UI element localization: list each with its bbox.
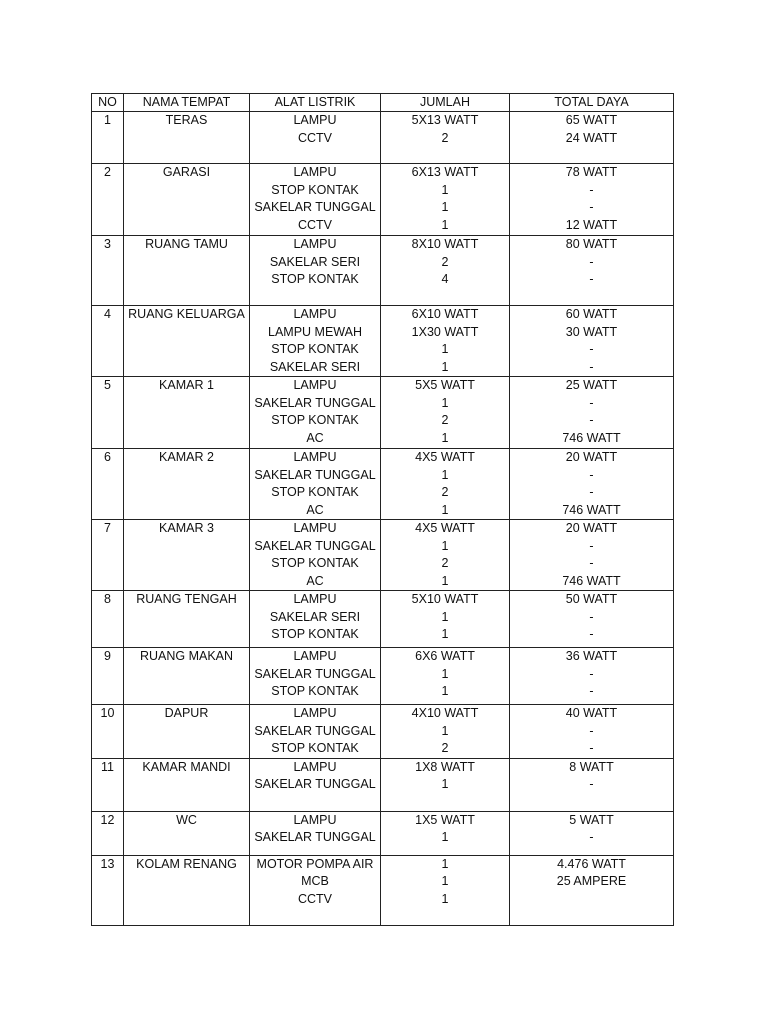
power-line: - xyxy=(589,777,594,791)
cell-power xyxy=(510,112,674,164)
qty-line: 6X10 WATT xyxy=(411,307,479,321)
cell-no: 11 xyxy=(92,758,124,811)
qty-line: 1 xyxy=(441,777,449,791)
power-line: - xyxy=(589,538,594,553)
device-line: SAKELAR TUNGGAL xyxy=(254,467,376,482)
device-line: LAMPU xyxy=(293,592,337,606)
cell-device xyxy=(250,112,381,164)
device-line: AC xyxy=(306,502,324,517)
power-line: 20 WATT xyxy=(565,450,618,464)
power-line: - xyxy=(589,182,594,197)
power-line: - xyxy=(589,666,594,681)
qty-line: 1 xyxy=(441,856,449,871)
qty-line: 1 xyxy=(441,609,449,624)
qty-line: 2 xyxy=(441,130,449,145)
cell-power xyxy=(510,520,674,591)
device-line: STOP KONTAK xyxy=(271,413,359,427)
table-row xyxy=(92,855,674,925)
device-line: STOP KONTAK xyxy=(271,342,359,356)
power-line: 5 WATT xyxy=(569,812,614,827)
power-line: - xyxy=(589,467,594,482)
cell-qty xyxy=(381,377,510,449)
qty-line: 1 xyxy=(441,395,449,410)
cell-power xyxy=(510,705,674,759)
device-line: LAMPU xyxy=(293,706,337,720)
device-line: SAKELAR TUNGGAL xyxy=(254,395,376,410)
table-row xyxy=(92,520,674,591)
qty-line: 5X10 WATT xyxy=(411,592,479,606)
power-line: - xyxy=(589,359,594,374)
power-line: - xyxy=(589,830,594,844)
cell-device xyxy=(250,236,381,306)
qty-line: 1 xyxy=(441,891,449,906)
header-device: ALAT LISTRIK xyxy=(250,94,381,112)
qty-line: 1 xyxy=(441,627,449,641)
cell-place: TERAS xyxy=(124,112,250,164)
table-row xyxy=(92,112,674,164)
cell-no: 12 xyxy=(92,811,124,855)
device-line: CCTV xyxy=(297,130,333,145)
cell-qty xyxy=(381,520,510,591)
device-line: SAKELAR SERI xyxy=(269,609,361,624)
cell-device xyxy=(250,705,381,759)
device-line: SAKELAR SERI xyxy=(269,359,361,374)
cell-power xyxy=(510,811,674,855)
device-line: STOP KONTAK xyxy=(271,182,359,197)
cell-power xyxy=(510,306,674,377)
qty-line: 1 xyxy=(441,467,449,482)
qty-line: 1X8 WATT xyxy=(415,759,475,774)
qty-line: 5X5 WATT xyxy=(415,378,475,392)
cell-power xyxy=(510,855,674,925)
table-row xyxy=(92,758,674,811)
cell-device xyxy=(250,648,381,705)
power-line: 25 WATT xyxy=(565,378,618,392)
cell-device xyxy=(250,855,381,925)
header-row xyxy=(92,94,674,112)
table-row xyxy=(92,377,674,449)
qty-line: 2 xyxy=(441,741,449,755)
cell-no: 6 xyxy=(92,449,124,520)
cell-place: KAMAR 2 xyxy=(124,449,250,520)
cell-device xyxy=(250,449,381,520)
table-row xyxy=(92,236,674,306)
table-row xyxy=(92,164,674,236)
power-line: - xyxy=(589,200,594,214)
qty-line: 5X13 WATT xyxy=(411,113,479,127)
power-line: - xyxy=(589,684,594,698)
cell-no: 13 xyxy=(92,855,124,925)
qty-line: 2 xyxy=(441,254,449,269)
device-line: SAKELAR TUNGGAL xyxy=(254,777,376,791)
table-row xyxy=(92,705,674,759)
cell-power xyxy=(510,648,674,705)
cell-qty xyxy=(381,164,510,236)
cell-no: 9 xyxy=(92,648,124,705)
cell-power xyxy=(510,449,674,520)
cell-qty xyxy=(381,758,510,811)
power-line: 36 WATT xyxy=(565,649,618,663)
device-line: AC xyxy=(306,573,324,588)
power-line: - xyxy=(589,627,594,641)
device-line: SAKELAR TUNGGAL xyxy=(254,723,376,738)
cell-device xyxy=(250,164,381,236)
power-line: 30 WATT xyxy=(565,324,618,339)
power-line: 24 WATT xyxy=(565,130,618,145)
power-line: 8 WATT xyxy=(569,759,614,774)
qty-line: 1 xyxy=(441,830,449,844)
qty-line: 2 xyxy=(441,556,449,570)
cell-place: KAMAR 1 xyxy=(124,377,250,449)
cell-no: 7 xyxy=(92,520,124,591)
device-line: STOP KONTAK xyxy=(271,485,359,499)
device-line: LAMPU xyxy=(293,307,337,321)
cell-qty xyxy=(381,648,510,705)
device-line: STOP KONTAK xyxy=(271,556,359,570)
cell-no: 2 xyxy=(92,164,124,236)
device-line: LAMPU xyxy=(293,237,337,251)
device-line: LAMPU xyxy=(293,165,337,179)
cell-device xyxy=(250,591,381,648)
cell-qty xyxy=(381,705,510,759)
qty-line: 1 xyxy=(441,573,449,588)
cell-power xyxy=(510,236,674,306)
qty-line: 4X10 WATT xyxy=(411,706,479,720)
qty-line: 8X10 WATT xyxy=(411,237,479,251)
cell-power xyxy=(510,377,674,449)
power-line: - xyxy=(589,609,594,624)
power-line: 746 WATT xyxy=(562,502,621,517)
qty-line: 6X13 WATT xyxy=(411,165,479,179)
table-row xyxy=(92,648,674,705)
qty-line: 1X5 WATT xyxy=(415,812,475,827)
qty-line: 1 xyxy=(441,684,449,698)
qty-line: 1 xyxy=(441,666,449,681)
qty-line: 1 xyxy=(441,538,449,553)
device-line: LAMPU xyxy=(293,759,337,774)
cell-power xyxy=(510,164,674,236)
cell-qty xyxy=(381,449,510,520)
cell-place: KAMAR 3 xyxy=(124,520,250,591)
device-line: LAMPU xyxy=(293,649,337,663)
qty-line: 1 xyxy=(441,217,449,232)
cell-no: 4 xyxy=(92,306,124,377)
power-line: 4.476 WATT xyxy=(557,856,626,871)
qty-line: 4X5 WATT xyxy=(415,521,475,535)
cell-device xyxy=(250,520,381,591)
header-no: NO xyxy=(92,94,124,112)
power-line: - xyxy=(589,413,594,427)
qty-line: 2 xyxy=(441,485,449,499)
device-line: STOP KONTAK xyxy=(271,272,359,286)
cell-place: GARASI xyxy=(124,164,250,236)
cell-qty xyxy=(381,112,510,164)
power-line: 40 WATT xyxy=(565,706,618,720)
power-line: - xyxy=(589,254,594,269)
qty-line: 4 xyxy=(441,272,449,286)
cell-power xyxy=(510,591,674,648)
power-line: 80 WATT xyxy=(565,237,618,251)
device-line: LAMPU xyxy=(293,113,337,127)
cell-place: KAMAR MANDI xyxy=(124,758,250,811)
device-line: SAKELAR TUNGGAL xyxy=(254,538,376,553)
table-row xyxy=(92,811,674,855)
power-line: - xyxy=(589,556,594,570)
cell-place: WC xyxy=(124,811,250,855)
qty-line: 2 xyxy=(441,413,449,427)
power-line: 25 AMPERE xyxy=(556,874,627,888)
power-line: - xyxy=(589,272,594,286)
power-line: 20 WATT xyxy=(565,521,618,535)
qty-line: 1 xyxy=(441,359,449,374)
device-line: MCB xyxy=(301,874,329,888)
qty-line: 1 xyxy=(441,502,449,517)
cell-place: RUANG TENGAH xyxy=(124,591,250,648)
cell-place: RUANG TAMU xyxy=(124,236,250,306)
cell-no: 3 xyxy=(92,236,124,306)
header-place: NAMA TEMPAT xyxy=(124,94,250,112)
device-line: SAKELAR TUNGGAL xyxy=(254,830,376,844)
power-line xyxy=(510,891,673,909)
power-line: 60 WATT xyxy=(565,307,618,321)
qty-line: 1 xyxy=(441,430,449,445)
power-line: 78 WATT xyxy=(565,165,618,179)
cell-qty xyxy=(381,306,510,377)
device-line: SAKELAR TUNGGAL xyxy=(254,200,376,214)
device-line: LAMPU xyxy=(293,521,337,535)
device-line: LAMPU MEWAH xyxy=(268,324,362,339)
cell-place: DAPUR xyxy=(124,705,250,759)
cell-place: RUANG KELUARGA xyxy=(124,306,250,377)
power-line: - xyxy=(589,395,594,410)
cell-no: 8 xyxy=(92,591,124,648)
cell-qty xyxy=(381,811,510,855)
power-line: 746 WATT xyxy=(562,573,621,588)
qty-line: 6X6 WATT xyxy=(415,649,475,663)
cell-device xyxy=(250,377,381,449)
qty-line: 1 xyxy=(441,874,449,888)
power-line: - xyxy=(589,342,594,356)
cell-place: RUANG MAKAN xyxy=(124,648,250,705)
power-line: - xyxy=(589,723,594,738)
power-line: 50 WATT xyxy=(565,592,618,606)
power-line: 746 WATT xyxy=(562,430,621,445)
cell-place: KOLAM RENANG xyxy=(124,855,250,925)
cell-power xyxy=(510,758,674,811)
table-row xyxy=(92,449,674,520)
power-line: - xyxy=(589,485,594,499)
device-line: STOP KONTAK xyxy=(271,627,359,641)
cell-device xyxy=(250,758,381,811)
cell-device xyxy=(250,811,381,855)
device-line: AC xyxy=(306,430,324,445)
qty-line: 4X5 WATT xyxy=(415,450,475,464)
qty-line: 1 xyxy=(441,200,449,214)
table-row xyxy=(92,306,674,377)
device-line: MOTOR POMPA AIR xyxy=(256,856,374,871)
cell-device xyxy=(250,306,381,377)
device-line: LAMPU xyxy=(293,812,337,827)
qty-line: 1 xyxy=(441,723,449,738)
device-line: STOP KONTAK xyxy=(271,741,359,755)
qty-line: 1 xyxy=(441,342,449,356)
cell-qty xyxy=(381,855,510,925)
device-line: STOP KONTAK xyxy=(271,684,359,698)
header-qty: JUMLAH xyxy=(381,94,510,112)
device-line: LAMPU xyxy=(293,450,337,464)
header-power: TOTAL DAYA xyxy=(510,94,674,112)
cell-no: 10 xyxy=(92,705,124,759)
cell-no: 5 xyxy=(92,377,124,449)
cell-qty xyxy=(381,236,510,306)
device-line: SAKELAR SERI xyxy=(269,254,361,269)
cell-no: 1 xyxy=(92,112,124,164)
power-line: 65 WATT xyxy=(565,113,618,127)
power-line: 12 WATT xyxy=(565,217,618,232)
device-line: LAMPU xyxy=(293,378,337,392)
table-row xyxy=(92,591,674,648)
qty-line: 1X30 WATT xyxy=(411,324,479,339)
electrical-load-table xyxy=(91,93,674,926)
device-line: CCTV xyxy=(297,217,333,232)
device-line: SAKELAR TUNGGAL xyxy=(254,666,376,681)
cell-qty xyxy=(381,591,510,648)
qty-line: 1 xyxy=(441,182,449,197)
table-body xyxy=(92,112,674,926)
power-line: - xyxy=(589,741,594,755)
device-line: CCTV xyxy=(297,891,333,906)
